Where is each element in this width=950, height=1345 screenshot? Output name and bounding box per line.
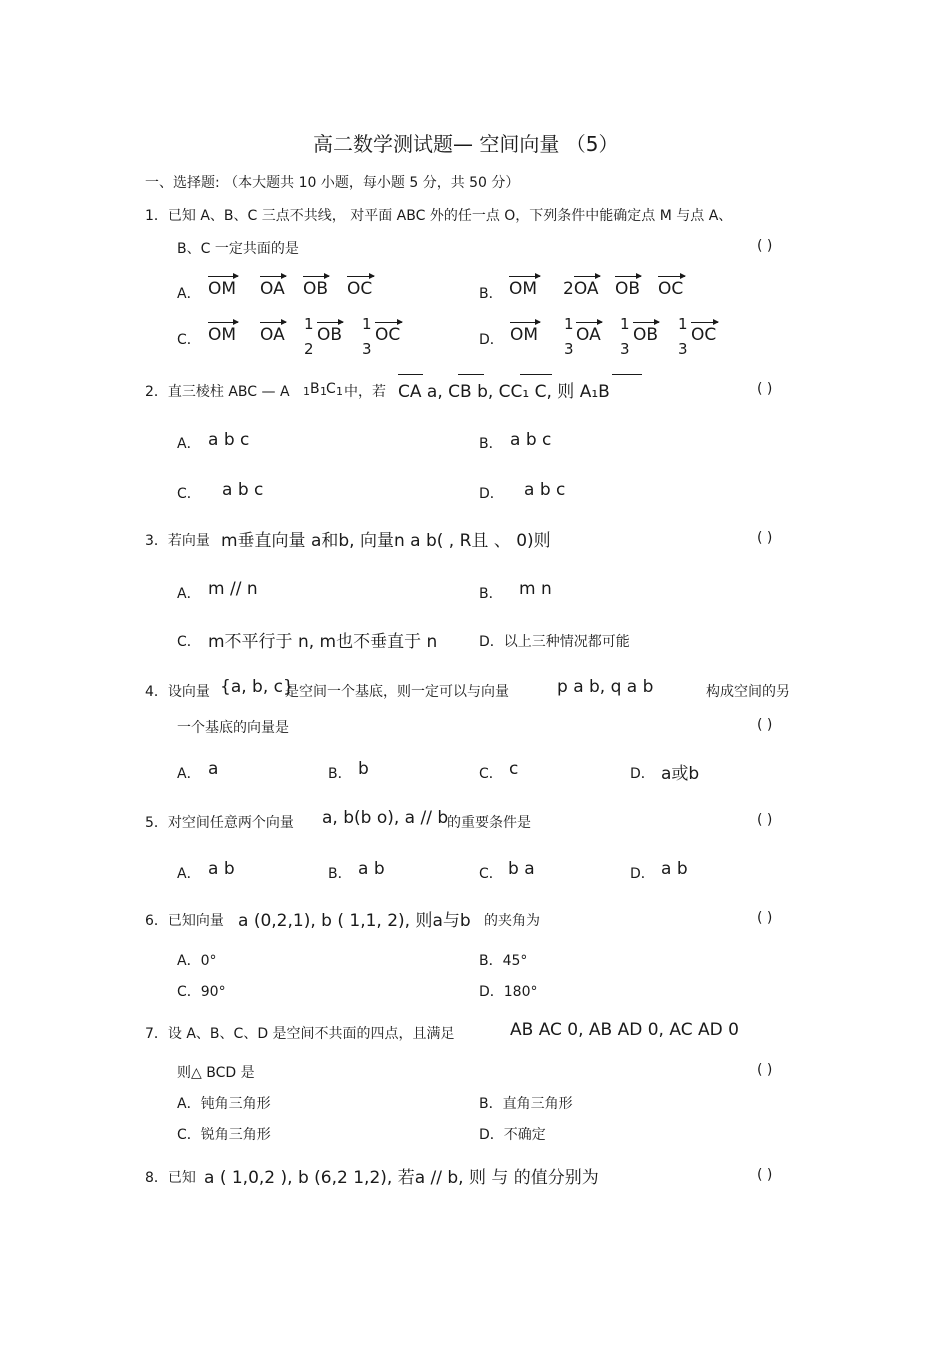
q6-option-a: A．0° [177,953,217,969]
q2-option-d: a b c [524,480,566,500]
q2-mid: 中，若 [344,384,386,400]
q7-stem: 7．设 A、B、C、D 是空间不共面的四点，且满足 [145,1026,455,1042]
q3-math: m垂直向量 a和b, 向量n a b( , R且 、 0)则 [221,531,551,551]
q4-option-d-label: D． [630,766,655,782]
q1d-frac2-den: 3 [620,340,630,358]
q2-option-b-label: B． [479,436,503,452]
q1-stem-line2: B、C 一定共面的是 [177,241,299,257]
q2-ca-overline [398,374,423,375]
q2-sub-c1: 1 [336,385,343,398]
q1a-om: OM [208,279,237,299]
q2-option-a: a b c [208,430,250,450]
q4-math: p a b, q a b [557,677,654,697]
q7-answer-paren: ( ) [757,1062,773,1078]
q1b-oa-arrow [574,276,600,277]
q5-math: a, b(b o), a // b [322,808,449,828]
q1c-oc: OC [375,325,401,345]
q2-option-d-label: D． [479,486,504,502]
q2-answer-paren: ( ) [757,381,773,397]
q2-stem: 2．直三棱柱 ABC — A [145,384,290,400]
q1d-frac1-den: 3 [564,340,574,358]
q5-stem: 5．对空间任意两个向量 [145,815,294,831]
q1c-om: OM [208,325,237,345]
q7-option-b: B．直角三角形 [479,1096,573,1112]
q2-cb-overline [458,374,484,375]
q6-option-c: C．90° [177,984,226,1000]
q1a-ob-arrow [303,276,329,277]
q2-b: B [310,381,320,397]
q1d-oc-arrow [691,322,718,323]
q8-stem: 8．已知 [145,1170,196,1186]
q1-option-b-label: B． [479,286,503,302]
q1a-oa: OA [260,279,285,299]
q3-answer-paren: ( ) [757,530,773,546]
q4-basis-set: {a, b, c} [220,677,294,697]
q1c-om-arrow [208,322,238,323]
q1d-om: OM [510,325,539,345]
q2-sub-b1: 1 [320,385,327,398]
q5-option-d-label: D． [630,866,655,882]
q2-c: C [326,381,336,397]
q1c-frac2-den: 3 [362,340,372,358]
q2-math: CA a, CB b, CC₁ C, 则 A₁B [398,382,610,402]
q1-option-a-label: A． [177,286,201,302]
q1c-oc-arrow [375,322,402,323]
q5-option-a: a b [208,859,235,879]
q3-option-c-label: C． [177,634,201,650]
q4-option-a: a [208,759,219,779]
q1c-oa-arrow [260,322,286,323]
q5-option-b: a b [358,859,385,879]
q5-option-c-label: C． [479,866,503,882]
q3-stem: 3．若向量 [145,533,210,549]
q6-answer-paren: ( ) [757,910,773,926]
q3-option-a: m // n [208,579,258,599]
q1b-om-arrow [509,276,540,277]
q1b-om: OM [509,279,538,299]
q4-mid: 是空间一个基底，则一定可以与向量 [285,684,509,700]
q7-option-a: A．钝角三角形 [177,1096,271,1112]
q4-option-b: b [358,759,369,779]
q5-answer-paren: ( ) [757,812,773,828]
q4-option-a-label: A． [177,766,201,782]
q3-option-b-label: B． [479,586,503,602]
q1b-2oa: 2OA [563,279,599,299]
q4-answer-paren: ( ) [757,717,773,733]
q1d-oa: OA [576,325,601,345]
q4-option-c: c [509,759,519,779]
q1d-oa-arrow [576,322,602,323]
q7-option-d: D．不确定 [479,1127,546,1143]
q6-tail: 的夹角为 [484,913,540,929]
q3-option-a-label: A． [177,586,201,602]
q1a-oc: OC [347,279,373,299]
q2-a1b-overline [612,374,642,375]
q1d-ob: OB [633,325,659,345]
q5-option-b-label: B． [328,866,352,882]
q1c-oa: OA [260,325,285,345]
q6-option-b: B．45° [479,953,528,969]
q1d-frac2-num: 1 [620,315,630,333]
q1d-frac1-num: 1 [564,315,574,333]
q2-option-c: a b c [222,480,264,500]
q1a-oc-arrow [347,276,374,277]
q6-math: a (0,2,1), b ( 1,1, 2), 则a与b [238,911,471,931]
q1d-frac3-num: 1 [678,315,688,333]
q7-stem-line2: 则△ BCD 是 [177,1065,255,1081]
q1c-frac1-num: 1 [304,315,314,333]
q1a-om-arrow [208,276,238,277]
q1c-frac2-num: 1 [362,315,372,333]
q2-option-a-label: A． [177,436,201,452]
q1b-oc: OC [658,279,684,299]
q4-option-b-label: B． [328,766,352,782]
q5-option-d: a b [661,859,688,879]
q3-option-b: m n [519,579,552,599]
q1-option-d-label: D． [479,332,504,348]
q2-sub-a1: 1 [303,385,310,398]
q1a-ob: OB [303,279,329,299]
q4-option-c-label: C． [479,766,503,782]
q7-math: AB AC 0, AB AD 0, AC AD 0 [510,1020,739,1040]
q1a-oa-arrow [260,276,286,277]
q4-option-d: a或b [661,764,700,784]
q1d-ob-arrow [633,322,659,323]
q3-option-c: m不平行于 n, m也不垂直于 n [208,632,438,652]
q6-stem: 6．已知向量 [145,913,224,929]
q1-stem-line1: 1．已知 A、B、C 三点不共线， 对平面 ABC 外的任一点 O，下列条件中能确定点 M 与点 A、 [145,208,733,224]
q5-option-c: b a [508,859,535,879]
q4-stem-line2: 一个基底的向量是 [177,720,289,736]
q8-math: a ( 1,0,2 ), b (6,2 1,2), 若a // b, 则 与 的值分别为 [204,1168,599,1188]
q6-option-d: D．180° [479,984,538,1000]
q5-option-a-label: A． [177,866,201,882]
q1-answer-paren: ( ) [757,238,773,254]
q1d-oc: OC [691,325,717,345]
q8-answer-paren: ( ) [757,1167,773,1183]
q1b-oc-arrow [658,276,685,277]
section-heading: 一、选择题: （本大题共 10 小题，每小题 5 分，共 50 分） [145,175,520,191]
q5-tail: 的重要条件是 [447,815,531,831]
q2-option-c-label: C． [177,486,201,502]
q1d-frac3-den: 3 [678,340,688,358]
q1c-frac1-den: 2 [304,340,314,358]
q4-stem: 4．设向量 [145,684,210,700]
q1b-ob: OB [615,279,641,299]
q1c-ob: OB [317,325,343,345]
q2-cc1-overline [520,374,552,375]
q1d-om-arrow [510,322,540,323]
q3-option-d: D．以上三种情况都可能 [479,634,630,650]
q7-option-c: C．锐角三角形 [177,1127,271,1143]
q4-tail: 构成空间的另 [706,684,790,700]
q2-option-b: a b c [510,430,552,450]
q1b-ob-arrow [615,276,641,277]
page-title: 高二数学测试题— 空间向量 （5） [313,132,619,156]
q1-option-c-label: C． [177,332,201,348]
q1c-ob-arrow [317,322,343,323]
